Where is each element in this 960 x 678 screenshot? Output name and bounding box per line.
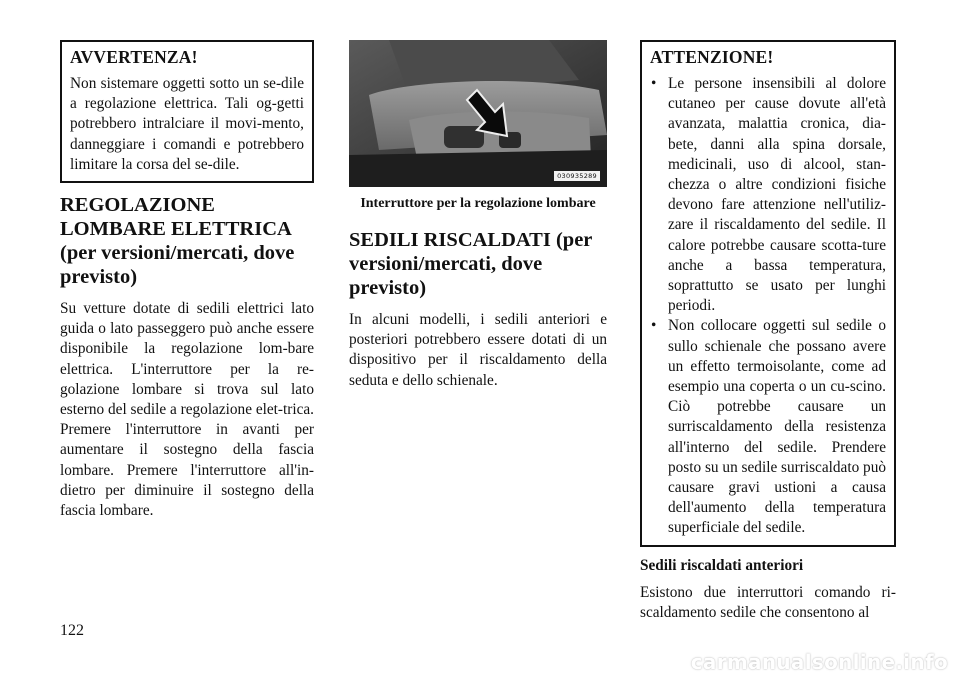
watermark: carmanualsonline.info: [690, 650, 948, 674]
caution-box: [640, 40, 896, 547]
bullet-icon: •: [651, 317, 657, 335]
photo-code: 030935289: [554, 171, 600, 181]
caution-list: [650, 74, 886, 539]
page-number: 122: [60, 622, 84, 639]
lumbar-text: Su vetture dotate di sedili elettrici lato guida o lato passeggero può anche essere disponibile la regolazione lom-bare elettrica. L'interruttore per la re-golazione lombare si trova sul lato esterno del sedile a regolazione elet-trica. Premere l'interruttore in avanti per aumentare il sostegno della fascia lombare. Premere l'interruttore all'in-dietro per diminuire il sostegno della fascia lombare.: [60, 300, 314, 520]
right-column: [640, 40, 896, 623]
figure-caption: Interruttore per la regolazione lombare: [360, 196, 596, 211]
front-heated-text: Esistono due interruttori comando ri-scaldamento sedile che consentono al: [640, 583, 896, 621]
caution-item-text: Non collocare oggetti sul sedile o sullo schienale che possano avere un effetto termoisolante, come ad esempio una coperta o un cu-scino. Ciò potrebbe causare un surriscaldamento della resistenza all'interno del sedile. Prendere posto su un sedile surriscaldato può causare gravi ustioni a causa dell'aumento della temperatura superficiale del sedile.: [668, 317, 886, 537]
seat-switch-photo: [349, 40, 607, 187]
heated-heading: SEDILI RISCALDATI (per versioni/mercati, dove previsto): [349, 229, 593, 299]
caution-item-text: Le persone insensibili al dolore cutaneo per cause dovute all'età avanzata, malattia cronica, dia-bete, danni alla spina dorsale, medicinali, uso di alcool, stan-chezza o altre condizioni fisiche devono fare attenzione nell'utiliz-zare il riscaldamento del sedile. Il calore potrebbe causare scotta-ture anche a bassa temperatura, soprattutto se usato per lunghi periodi.: [668, 75, 886, 315]
lumbar-heading: REGOLAZIONE LOMBARE ELETTRICA (per versioni/mercati, dove previsto): [60, 194, 295, 289]
bullet-icon: •: [651, 75, 657, 92]
caution-item: [650, 316, 886, 538]
caution-title: ATTENZIONE!: [650, 47, 774, 67]
warning-box: [60, 40, 314, 183]
warning-text: Non sistemare oggetti sotto un se-dile a regolazione elettrica. Tali og-getti potrebbero intralciare il movi-mento, danneggiare i comandi e potrebbero limitare la corsa del se-dile.: [70, 75, 304, 173]
warning-title: AVVERTENZA!: [70, 47, 198, 67]
front-heated-heading: Sedili riscaldati anteriori: [640, 556, 804, 574]
heated-text: In alcuni modelli, i sedili anteriori e posteriori potrebbero essere dotati di un dispositivo per il riscaldamento della seduta e dello schienale.: [349, 311, 607, 389]
seat-switch-image: [349, 40, 607, 187]
middle-column: [349, 40, 607, 391]
caution-item: [650, 74, 886, 316]
left-column: [60, 40, 314, 521]
